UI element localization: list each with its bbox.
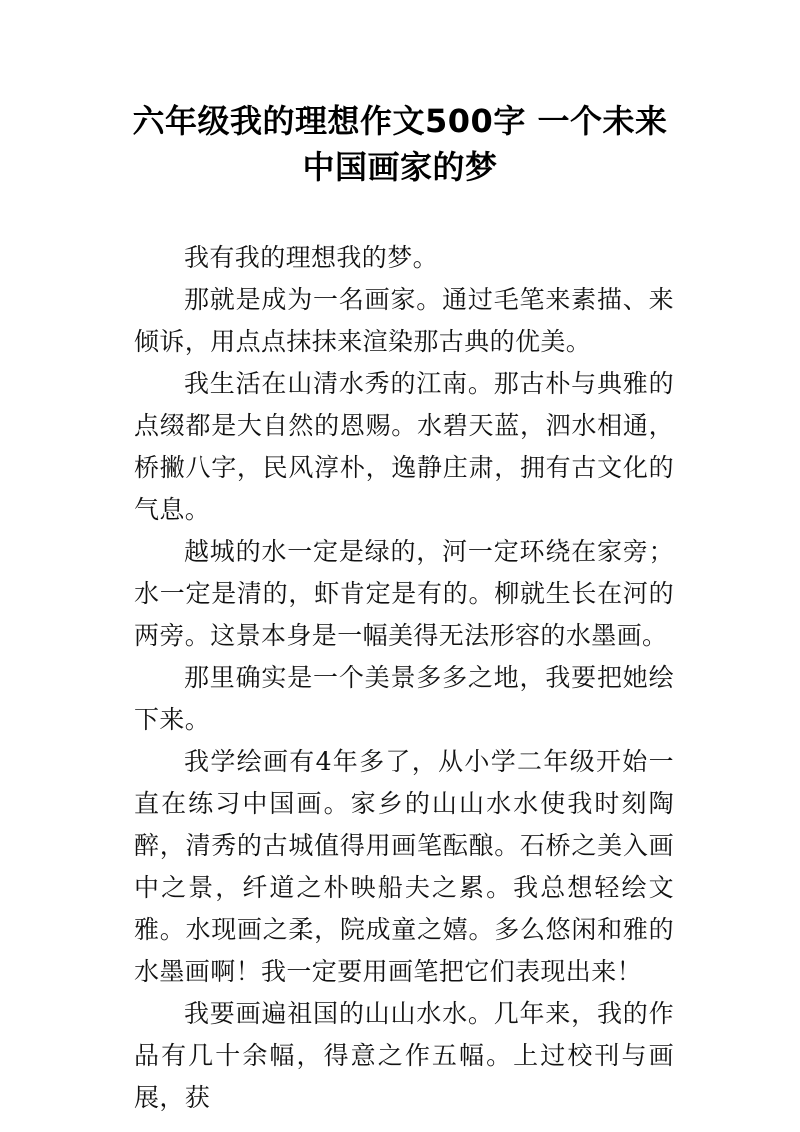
paragraph-1: 我有我的理想我的梦。 [184, 243, 439, 272]
document-body [134, 237, 674, 1119]
document-title [100, 98, 700, 190]
paragraph-6: 我学绘画有4年多了，从小学二年级开始一直在练习中国画。家乡的山山水水使我时刻陶醉，清秀的古城值得用画笔酝酿。石桥之美入画中之景，纤道之朴映船夫之累。我总想轻绘文雅。水现画之柔，院成童之嬉。多么悠闲和雅的水墨画啊！我一定要用画笔把它们表现出来！ [134, 747, 674, 986]
paragraph-4: 越城的水一定是绿的，河一定环绕在家旁；水一定是清的，虾肯定是有的。柳就生长在河的两旁。这景本身是一幅美得无法形容的水墨画。 [134, 537, 674, 650]
paragraph-2: 那就是成为一名画家。通过毛笔来素描、来倾诉，用点点抹抹来渲染那古典的优美。 [134, 285, 674, 356]
title-line-1: 六年级我的理想作文500字 一个未来 [132, 102, 668, 140]
paragraph-3: 我生活在山清水秀的江南。那古朴与典雅的点缀都是大自然的恩赐。水碧天蓝，泗水相通，桥撇八字，民风淳朴，逸静庄肃，拥有古文化的气息。 [134, 369, 674, 524]
paragraph-5: 那里确实是一个美景多多之地，我要把她绘下来。 [134, 663, 674, 734]
title-line-2: 中国画家的梦 [302, 148, 498, 186]
paragraph-7: 我要画遍祖国的山山水水。几年来，我的作品有几十余幅，得意之作五幅。上过校刊与画展，获 [134, 999, 674, 1112]
